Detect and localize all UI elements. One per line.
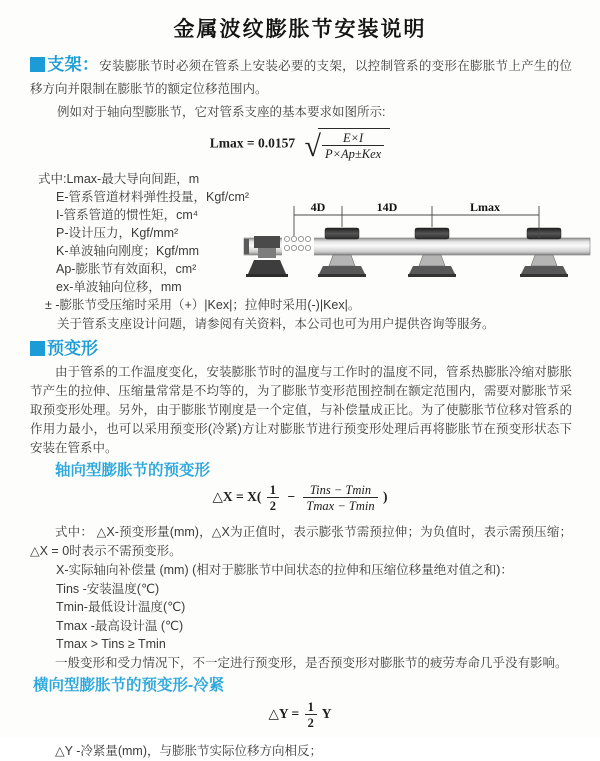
axial-item: Tmax > Tins ≥ Tmin [56, 637, 166, 651]
definition-line: ex-单波轴向位移，mm [56, 280, 182, 294]
axial-item: Tins -安装温度(℃) [56, 581, 160, 596]
predeform-section-heading: 预变形 [30, 340, 600, 358]
fraction-numerator: E×I [342, 131, 364, 145]
lateral-subsection-title: 横向型膨胀节的预变形-冷紧 [33, 676, 225, 694]
page-title: 金属波纹膨胀节安装说明 [173, 18, 427, 41]
support-section-heading: 支架： [47, 55, 100, 74]
dim-label-lmax: Lmax [470, 200, 500, 214]
formula-lhs: △X = X( [212, 489, 262, 505]
axial-predeform-formula [0, 483, 600, 517]
service-note: 关于管系支座设计问题，请参阅有关资料，本公司也可为用户提供咨询等服务。 [57, 317, 495, 331]
dim-label-14d: 14D [376, 200, 398, 214]
predeform-paragraph: 由于管系的工作温度变化，安装膨胀节时的温度与工作时的温度不同，管系热膨胀冷缩对膨胀节产生的拉伸、压缩量常常是不均等的，为了膨胀节变形范围控制在额定范围内，需要对膨胀节采取预变形处理。另外，由于膨胀节刚度是一个定值，与补偿量成正比。为了使膨胀节位移对管系的作用力最小，也可以采用预变形(冷紧)方让对膨胀节进行预变形处理后再将膨胀节在预变形状态下安装在管系中。 [30, 365, 572, 455]
definition-line: K-单波轴向刚度；Kgf/mm [56, 244, 200, 258]
formula-fraction [322, 131, 384, 161]
section-square-icon [30, 341, 45, 356]
axial-note-main: 式中： △X-预变形量(mm)，△X为正值时，表示膨张节需预拉伸；为负值时，表示需预压缩；△X = 0时表示不需预变形。 [30, 525, 572, 558]
radical-sign-icon: √ [304, 129, 321, 163]
axial-item: X-实际轴向补偿量 (mm) (相对于膨胀节中间状态的拉伸和压缩位移量绝对值之和)： [56, 563, 513, 577]
formula-rhs: Y [321, 705, 332, 721]
formula-close-paren: ) [382, 489, 388, 505]
sign-convention-note: ± -膨胀节受压缩时采用（+）|Kex|；拉伸时采用(-)|Kex|。 [45, 298, 361, 312]
axial-subsection-title: 轴向型膨胀节的预变形 [55, 462, 211, 479]
one-half-fraction: $\frac{1}{2}$ [267, 483, 279, 513]
fraction-denominator: P×Ap±Kex [322, 145, 384, 161]
formula-lhs: △Y = [268, 705, 300, 721]
axial-item: Tmin-最低设计温度(℃) [56, 600, 186, 614]
lateral-note: △Y -冷紧量(mm)，与膨胀节实际位移方向相反； [55, 743, 323, 758]
definition-line: P-设计压力，Kgf/mm² [56, 226, 179, 240]
sqrt-radical [304, 128, 390, 161]
support-example-line: 例如对于轴向型膨胀节，它对管系支座的基本要求如图所示: [57, 105, 386, 119]
temperature-fraction: $\frac{\text{Tins − Tmin}}{Tmax - Tmin}$ [303, 483, 377, 513]
pipe-support-diagram-svg [242, 198, 594, 290]
pipe-support-diagram [242, 198, 594, 290]
guide-spacing-formula [0, 128, 600, 164]
definition-line: 式中:Lmax-最大导向间距，m [38, 172, 200, 186]
support-intro-paragraph [30, 53, 572, 101]
dim-label-4d: 4D [310, 200, 326, 214]
bellows-joint [282, 234, 314, 257]
lateral-coldpull-formula [0, 700, 600, 730]
variable-definitions-region [38, 170, 600, 296]
formula-prefix: Lmax = 0.0157 [209, 135, 296, 151]
axial-closing-note: 一般变形和受力情况下，不一定进行预变形，是否预变形对膨胀节的疲劳寿命几乎没有影响。 [55, 655, 568, 670]
support-intro-text: 安装膨胀节时必须在管系上安装必要的支架，以控制管系的变形在膨胀节上产生的位移方向并限制在膨胀节的额定位移范围内。 [30, 59, 572, 96]
axial-item: Tmax -最高设计温 (℃) [56, 618, 184, 633]
minus-operator: − [287, 489, 296, 505]
definition-line: Ap-膨胀节有效面积，cm² [56, 262, 197, 276]
definition-line: E-管系管道材料弹性投量，Kgf/cm² [56, 190, 250, 204]
definition-line: I-管系管道的惯性矩，cm⁴ [56, 208, 199, 222]
section-square-icon [30, 57, 45, 72]
one-half-fraction: $\frac{1}{2}$ [305, 700, 317, 730]
